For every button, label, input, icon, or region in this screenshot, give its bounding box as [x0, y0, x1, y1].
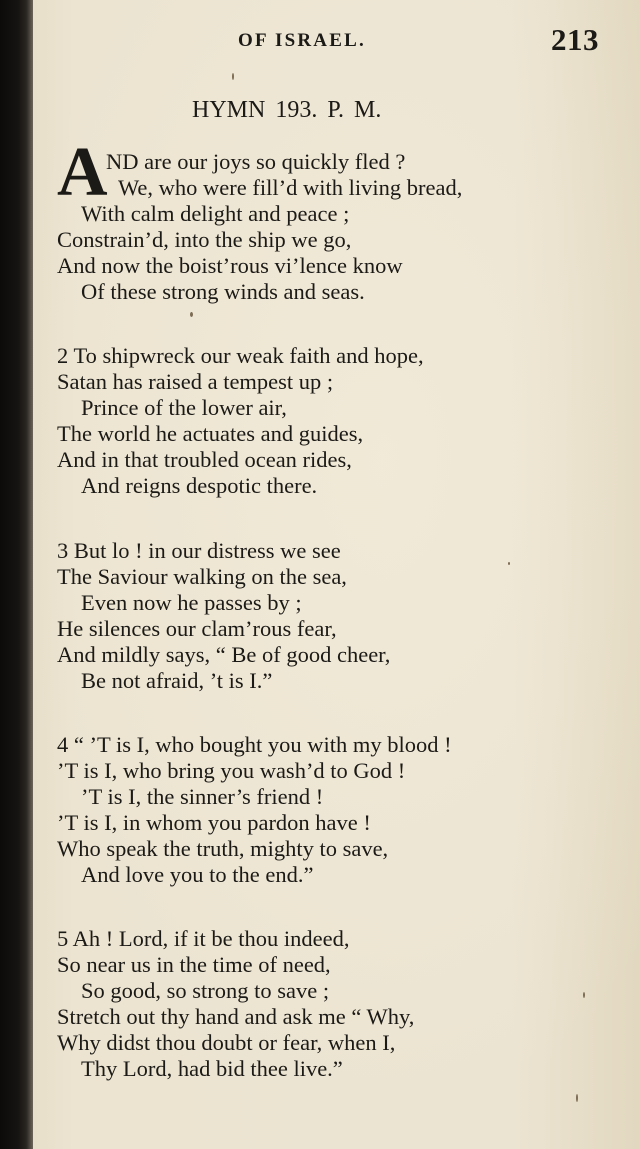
stanza-5-line-6: Thy Lord, had bid thee live.”	[81, 1056, 343, 1081]
stanza-2-line-3: Prince of the lower air,	[81, 395, 287, 420]
stanza-5-line-1: 5 Ah ! Lord, if it be thou indeed,	[57, 926, 350, 951]
stanza-2-line-2: Satan has raised a tempest up ;	[57, 369, 334, 394]
paper-speck	[232, 73, 234, 80]
stanza-5-line-5: Why didst thou doubt or fear, when I,	[57, 1030, 396, 1055]
paper-speck	[190, 312, 193, 317]
stanza-1-line-4: Constrain’d, into the ship we go,	[57, 227, 352, 252]
stanza-2-line-1: 2 To shipwreck our weak faith and hope,	[57, 343, 424, 368]
stanza-3-line-5: And mildly says, “ Be of good cheer,	[57, 642, 391, 667]
stanza-3-line-6: Be not afraid, ’t is I.”	[81, 668, 273, 693]
paper-speck	[576, 1094, 578, 1102]
paper-speck	[583, 992, 585, 998]
stanza-3-line-4: He silences our clam’rous fear,	[57, 616, 337, 641]
stanza-4-line-4: ’T is I, in whom you pardon have !	[57, 810, 371, 835]
stanza-5-line-2: So near us in the time of need,	[57, 952, 331, 977]
stanza-1-line-5: And now the boist’rous vi’lence know	[57, 253, 403, 278]
stanza-4-line-1: 4 “ ’T is I, who bought you with my blood !	[57, 732, 452, 757]
running-head: OF ISRAEL.	[238, 30, 366, 51]
stanza-1-line-1: ND are our joys so quickly fled ?	[106, 149, 406, 174]
stanza-3-line-1: 3 But lo ! in our distress we see	[57, 538, 341, 563]
stanza-4-line-2: ’T is I, who bring you wash’d to God !	[57, 758, 406, 783]
stanza-2-line-4: The world he actuates and guides,	[57, 421, 364, 446]
stanza-1-line-2: We, who were fill’d with living bread,	[118, 175, 463, 200]
paper-speck	[508, 562, 510, 565]
stanza-3-line-3: Even now he passes by ;	[81, 590, 302, 615]
stanza-2-line-5: And in that troubled ocean rides,	[57, 447, 352, 472]
stanza-2-line-6: And reigns despotic there.	[81, 473, 318, 498]
stanza-3-line-2: The Saviour walking on the sea,	[57, 564, 347, 589]
stanza-5-line-3: So good, so strong to save ;	[81, 978, 330, 1003]
stanza-4-line-6: And love you to the end.”	[81, 862, 314, 887]
page-number: 213	[551, 22, 599, 57]
stanza-5-line-4: Stretch out thy hand and ask me “ Why,	[57, 1004, 415, 1029]
book-spine-shadow	[0, 0, 33, 1149]
stanza-4-line-3: ’T is I, the sinner’s friend !	[81, 784, 324, 809]
hymn-title: HYMN 193. P. M.	[192, 97, 382, 123]
stanza-1-line-6: Of these strong winds and seas.	[81, 279, 365, 304]
drop-cap: A	[57, 134, 108, 211]
stanza-4-line-5: Who speak the truth, mighty to save,	[57, 836, 389, 861]
stanza-1-line-3: With calm delight and peace ;	[81, 201, 350, 226]
